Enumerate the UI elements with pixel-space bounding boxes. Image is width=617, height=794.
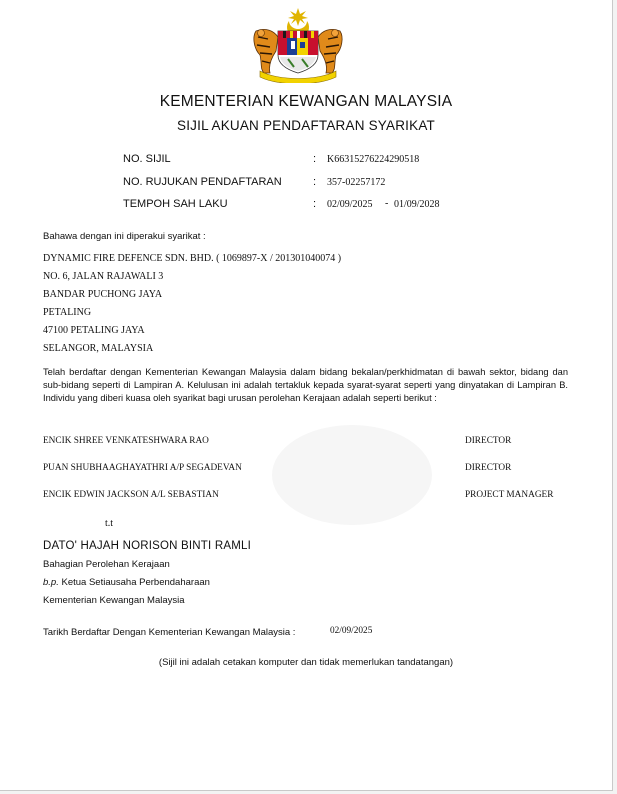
footer-note: (Sijil ini adalah cetakan komputer dan tidak memerlukan tandatangan) [158, 657, 454, 668]
certification-paragraph: Telah berdaftar dengan Kementerian Kewangan Malaysia dalam bidang bekalan/perkhidmatan di bawah sektor, bidang dan sub-bidang seperti di Lampiran A. Kelulusan ini adalah tertakluk kepada syarat-syarat seperti yang dinyatakan di Lampiran B. Individu yang diberi kuasa oleh syarikat bagi urusan perolehan Kerajaan adalah seperti berikut : [43, 367, 568, 403]
company-address-line: 47100 PETALING JAYA [43, 325, 145, 336]
validity-to: 01/09/2028 [394, 199, 440, 210]
person-name: ENCIK SHREE VENKATESHWARA RAO [43, 436, 209, 446]
watermark-seal [272, 425, 432, 525]
malaysia-coat-of-arms-icon [248, 7, 348, 83]
registration-date-label: Tarikh Berdaftar Dengan Kementerian Kewangan Malaysia : [43, 627, 296, 638]
registration-ref-colon: : [313, 176, 317, 188]
company-address-line: SELANGOR, MALAYSIA [43, 343, 154, 354]
validity-label: TEMPOH SAH LAKU [123, 198, 228, 210]
person-name: ENCIK EDWIN JACKSON A/L SEBASTIAN [43, 490, 219, 500]
company-name: DYNAMIC FIRE DEFENCE SDN. BHD. ( 1069897-X / 201301040074 ) [43, 253, 342, 264]
registration-ref-value: 357-02257172 [327, 177, 386, 188]
cert-no-label: NO. SIJIL [123, 153, 171, 165]
cert-no-value: K66315276224290518 [327, 154, 420, 165]
intro-text: Bahawa dengan ini diperakui syarikat : [43, 231, 206, 242]
person-role: PROJECT MANAGER [465, 490, 554, 500]
registration-date-value: 02/09/2025 [330, 626, 373, 636]
person-role: DIRECTOR [465, 463, 512, 473]
certificate-title: SIJIL AKUAN PENDAFTARAN SYARIKAT [177, 118, 435, 133]
ministry-title: KEMENTERIAN KEWANGAN MALAYSIA [159, 93, 453, 110]
validity-colon: : [313, 198, 317, 210]
company-address-line: NO. 6, JALAN RAJAWALI 3 [43, 271, 164, 282]
cert-no-colon: : [313, 153, 317, 165]
company-address-line: PETALING [43, 307, 92, 318]
officer-ministry: Kementerian Kewangan Malaysia [43, 595, 185, 606]
officer-division: Bahagian Perolehan Kerajaan [43, 559, 170, 570]
officer-title-line [43, 577, 210, 588]
company-address-line: BANDAR PUCHONG JAYA [43, 289, 163, 300]
officer-name: DATO' HAJAH NORISON BINTI RAMLI [43, 540, 251, 552]
bp-abbrev: b.p. [43, 577, 59, 588]
officer-title: Ketua Setiausaha Perbendaharaan [61, 577, 210, 588]
tt-mark: t.t [105, 518, 114, 529]
person-role: DIRECTOR [465, 436, 512, 446]
registration-ref-label: NO. RUJUKAN PENDAFTARAN [123, 176, 282, 188]
validity-from: 02/09/2025 [327, 199, 373, 210]
validity-separator: - [385, 198, 389, 209]
person-name: PUAN SHUBHAAGHAYATHRI A/P SEGADEVAN [43, 463, 242, 473]
